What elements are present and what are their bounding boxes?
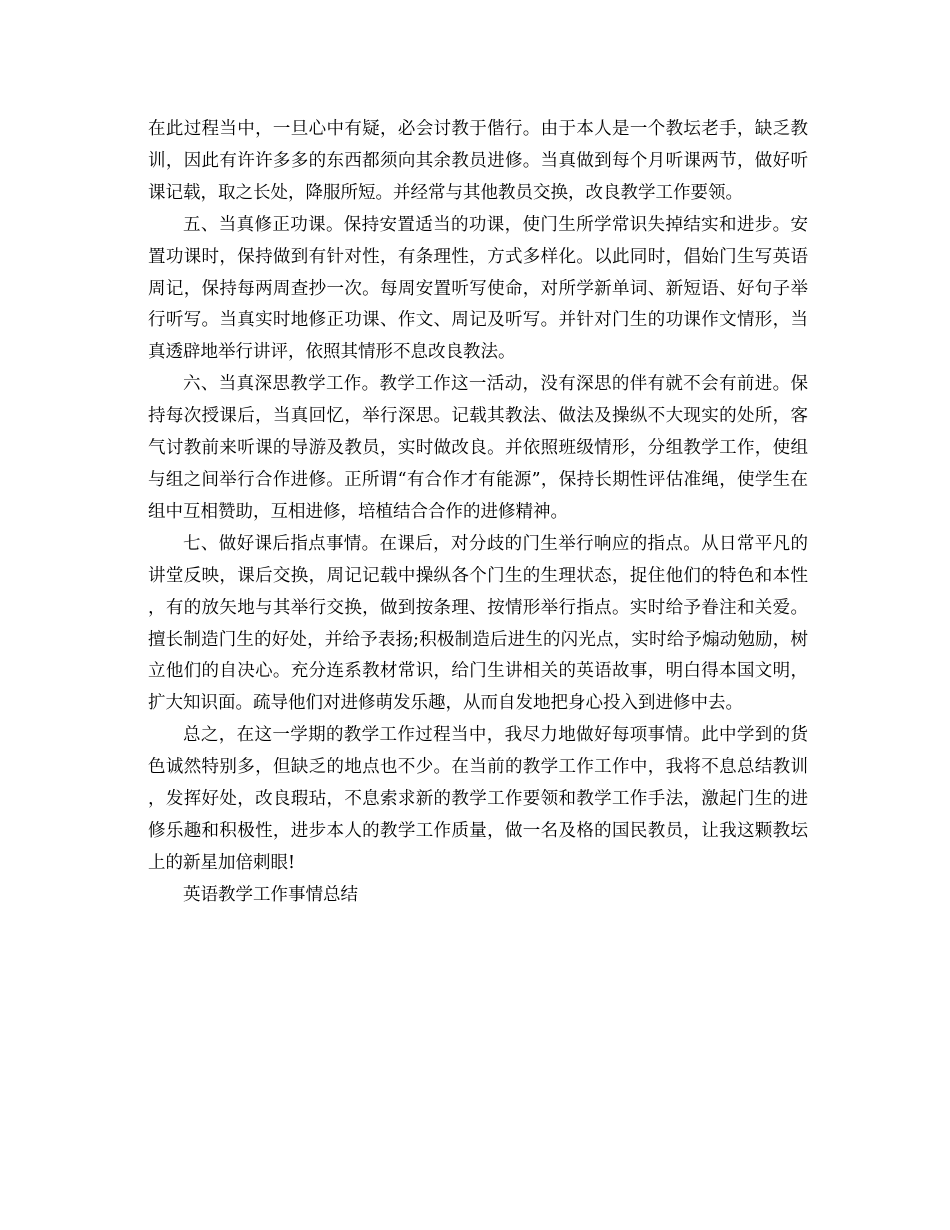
paragraph-continuation: 在此过程当中，一旦心中有疑，必会讨教于偕行。由于本人是一个教坛老手，缺乏教训，因此有许许多多的东西都须向其余教员进修。当真做到每个月听课两节，做好听课记载，取之长处，降服所短。并经常与其他教员交换，改良教学工作要领。 [148,119,808,203]
paragraph-homework: 五、当真修正功课。保持安置适当的功课，使门生所学常识失掉结实和进步。安置功课时，保持做到有针对性，有条理性，方式多样化。以此同时，倡始门生写英语周记，保持每两周查抄一次。每周安置听写使命，对所学新单词、新短语、好句子举行听写。当真实时地修正功课、作文、周记及听写。并针对门生的功课作文情形，当真透辟地举行讲评，依照其情形不息改良教法。 [148,214,808,363]
paragraph-reflection: 六、当真深思教学工作。教学工作这一活动，没有深思的伴有就不会有前进。保持每次授课后，当真回忆，举行深思。记载其教法、做法及操纵不大现实的处所，客气讨教前来听课的导游及教员，实时做改良。并依照班级情形，分组教学工作，使组与组之间举行合作进修。正所谓“有合作才有能源”，保持长期性评估准绳，使学生在组中互相赞助，互相进修，培植结合合作的进修精神。 [148,374,808,522]
document-body [148,114,808,912]
paragraph-after-class-guidance: 七、做好课后指点事情。在课后，对分歧的门生举行响应的指点。从日常平凡的讲堂反映，课后交换，周记记载中操纵各个门生的生理状态，捉住他们的特色和本性，有的放矢地与其举行交换，做到按条理、按情形举行指点。实时给予眷注和关爱。擅长制造门生的好处，并给予表扬;积极制造后进生的闪光点，实时给予煽动勉励，树立他们的自决心。充分连系教材常识，给门生讲相关的英语故事，明白得本国文明，扩大知识面。疏导他们对进修萌发乐趣，从而自发地把身心投入到进修中去。 [148,533,808,714]
paragraph-conclusion: 总之，在这一学期的教学工作过程当中，我尽力地做好每项事情。此中学到的货色诚然特别多，但缺乏的地点也不少。在当前的教学工作工作中，我将不息总结教训，发挥好处，改良瑕玷，不息索求新的教学工作要领和教学工作手法，激起门生的进修乐趣和积极性，进步本人的教学工作质量，做一名及格的国民教员，让我这颗教坛上的新星加倍刺眼! [148,725,808,873]
section-title: 英语教学工作事情总结 [183,884,358,905]
